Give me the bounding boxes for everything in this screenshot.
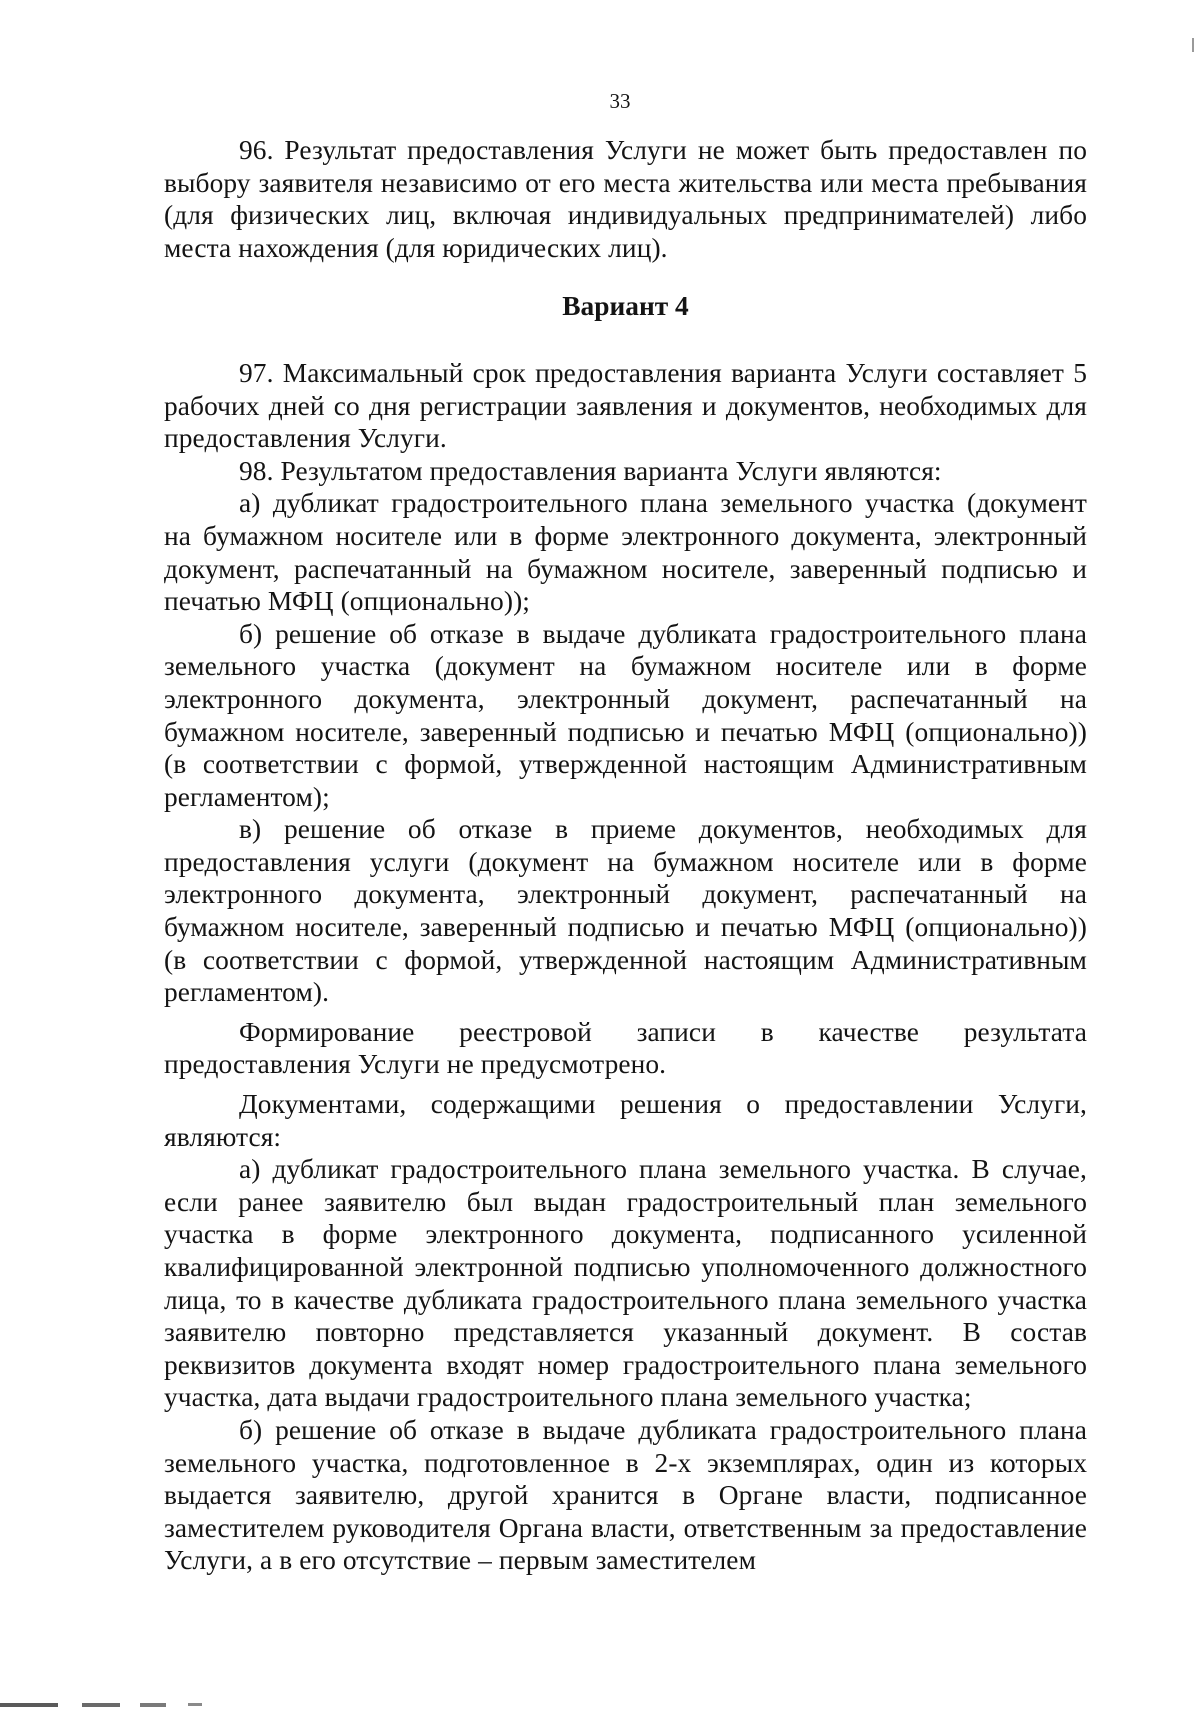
document-body	[164, 134, 1087, 1577]
paragraph-98: 98. Результатом предоставления варианта Услуги являются:	[239, 455, 942, 486]
paragraph-96: 96. Результат предоставления Услуги не может быть предоставлен по выбору заявителя независимо от его места жительства или места пребывания (для физических лиц, включая индивидуальных предпринимателей) либо места нахождения (для юридических лиц).	[164, 135, 1087, 263]
paragraph-97: 97. Максимальный срок предоставления варианта Услуги составляет 5 рабочих дней со дня регистрации заявления и документов, необходимых для предоставления Услуги.	[164, 357, 1087, 454]
paragraph-98-b: б) решение об отказе в выдаче дубликата градостроительного плана земельного участка (документ на бумажном носителе или в форме электронного документа, электронный документ, распечатанный на бумажном носителе, заверенный подписью и печатью МФЦ (опционально)) (в соответствии с формой, утвержденной настоящим Административным регламентом);	[164, 618, 1087, 812]
paragraph-98-v: в) решение об отказе в приеме документов, необходимых для предоставления услуги (документ на бумажном носителе или в форме электронного документа, электронный документ, распечатанный на бумажном носителе, заверенный подписью и печатью МФЦ (опционально)) (в соответствии с формой, утвержденной настоящим Административным регламентом).	[164, 814, 1087, 1008]
paragraph-documents-intro: Документами, содержащими решения о предоставлении Услуги, являются:	[164, 1089, 1087, 1152]
paragraph-registry: Формирование реестровой записи в качестве результата предоставления Услуги не предусмотрено.	[164, 1016, 1087, 1080]
section-heading-variant-4: Вариант 4	[562, 291, 689, 322]
paragraph-documents-b: б) решение об отказе в выдаче дубликата градостроительного плана земельного участка, подготовленное в 2-х экземплярах, один из которых выдается заявителю, другой хранится в Органе власти, подписанное заместителем руководителя Органа власти, ответственным за предоставление Услуги, а в его отсутствие – первым заместителем	[164, 1414, 1087, 1576]
page-number: 33	[609, 89, 631, 113]
scan-edge-mark	[1192, 38, 1194, 52]
paragraph-98-a: а) дубликат градостроительного плана земельного участка (документ на бумажном носителе или в форме электронного документа, электронный документ, распечатанный на бумажном носителе, заверенный подписью и печатью МФЦ (опционально));	[164, 488, 1087, 617]
scan-artifact-marks	[0, 1696, 1200, 1716]
paragraph-documents-a: а) дубликат градостроительного плана земельного участка. В случае, если ранее заявителю был выдан градостроительный план земельного участка в форме электронного документа, подписанного усиленной квалифицированной электронной подписью уполномоченного должностного лица, то в качестве дубликата градостроительного плана земельного участка заявителю повторно представляется указанный документ. В состав реквизитов документа входят номер градостроительного плана земельного участка, дата выдачи градостроительного плана земельного участка;	[164, 1154, 1087, 1413]
